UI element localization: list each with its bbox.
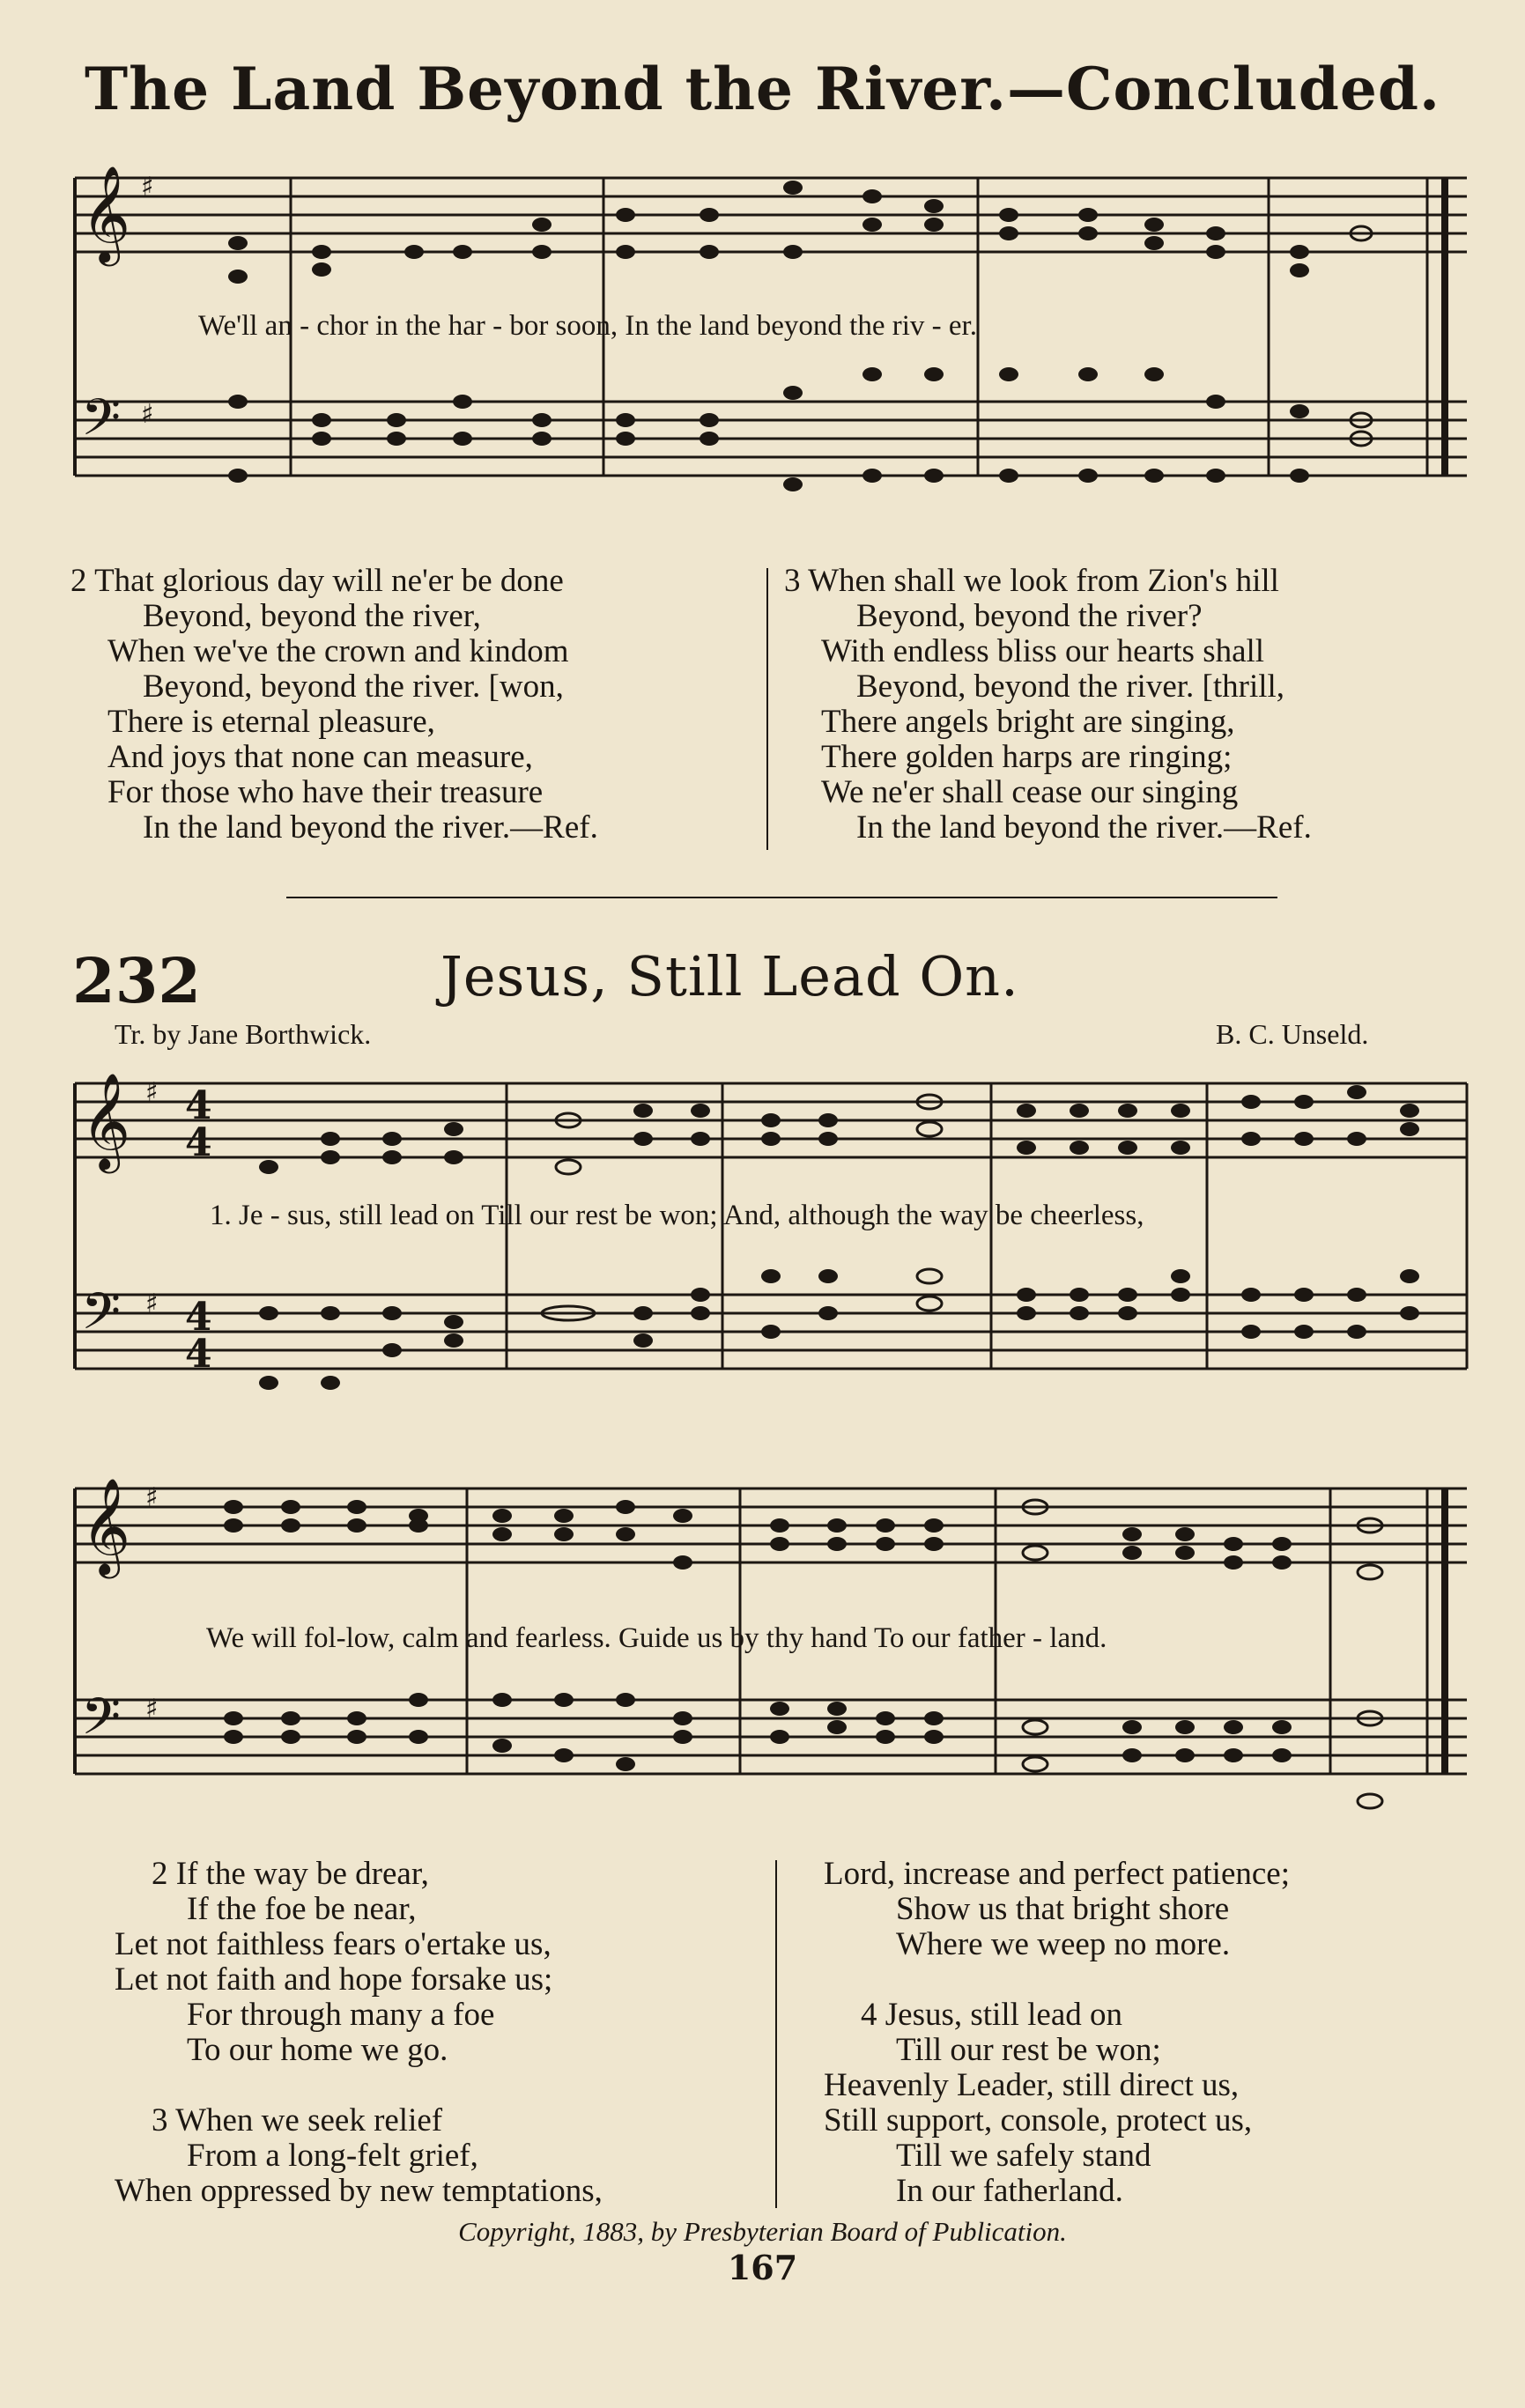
verse-line: When we've the crown and kindom xyxy=(107,633,569,669)
verse-line: 3 When we seek relief xyxy=(152,2102,443,2138)
hymn-232-lyric-line-1: 1. Je - sus, still lead on Till our rest be won; And, although the way be cheerless, xyxy=(210,1200,1144,1231)
verse-line: If the foe be near, xyxy=(187,1891,417,1927)
verse-line: Beyond, beyond the river? xyxy=(856,598,1203,634)
svg-text:♯: ♯ xyxy=(141,172,154,203)
svg-text:4: 4 xyxy=(185,1120,212,1165)
svg-text:♯: ♯ xyxy=(141,399,154,430)
svg-text:𝄞: 𝄞 xyxy=(81,166,131,262)
hymn-232-verse-2 xyxy=(115,1857,552,2068)
page-number: 167 xyxy=(727,2248,798,2287)
column-divider xyxy=(766,568,768,850)
verse-line: 2 That glorious day will ne'er be done xyxy=(70,563,564,599)
svg-text:4: 4 xyxy=(185,1083,212,1128)
hymn-232-verse-4 xyxy=(824,1998,1252,2209)
hymn-232-verse-3 xyxy=(115,2103,603,2209)
hymn-231-verse-2 xyxy=(70,564,598,846)
hymn-232-title: Jesus, Still Lead On. xyxy=(440,944,1019,1008)
verse-line: Lord, increase and perfect patience; xyxy=(824,1856,1291,1892)
verse-line: There golden harps are ringing; xyxy=(821,739,1233,775)
verse-line: 4 Jesus, still lead on xyxy=(861,1997,1123,2033)
column-divider xyxy=(775,1860,777,2208)
verse-line: In our fatherland. xyxy=(896,2173,1123,2209)
verse-line: Till our rest be won; xyxy=(896,2032,1161,2068)
verse-line: Beyond, beyond the river. [thrill, xyxy=(856,668,1285,705)
verse-line: In the land beyond the river.—Ref. xyxy=(856,809,1312,846)
verse-line: Show us that bright shore xyxy=(896,1891,1230,1927)
verse-line: There is eternal pleasure, xyxy=(107,704,435,740)
verse-line: Beyond, beyond the river. [won, xyxy=(143,668,564,705)
verse-line: Heavenly Leader, still direct us, xyxy=(824,2067,1240,2103)
svg-text:4: 4 xyxy=(185,1295,212,1340)
verse-line: From a long-felt grief, xyxy=(187,2138,478,2174)
svg-text:4: 4 xyxy=(185,1332,212,1377)
hymn-232-verse-3-continued xyxy=(824,1857,1290,1962)
hymn-231-refrain-lyric: We'll an - chor in the har - bor soon, In the land beyond the riv - er. xyxy=(198,310,977,342)
hymn-231-verse-3 xyxy=(784,564,1312,846)
verse-line: When oppressed by new temptations, xyxy=(115,2173,603,2209)
svg-text:𝄞: 𝄞 xyxy=(81,1073,131,1170)
svg-text:𝄢: 𝄢 xyxy=(81,1687,122,1759)
verse-line: And joys that none can measure, xyxy=(107,739,533,775)
hymn-232-lyric-line-2: We will fol-low, calm and fearless. Guide us by thy hand To our father - land. xyxy=(206,1622,1107,1654)
translator-credit: Tr. by Jane Borthwick. xyxy=(115,1018,372,1050)
verse-line: In the land beyond the river.—Ref. xyxy=(143,809,598,846)
svg-text:𝄢: 𝄢 xyxy=(81,1282,122,1354)
verse-line: For those who have their treasure xyxy=(107,774,544,810)
verse-line: 3 When shall we look from Zion's hill xyxy=(784,563,1279,599)
composer-credit: B. C. Unseld. xyxy=(1216,1018,1369,1050)
verse-line: With endless bliss our hearts shall xyxy=(821,633,1265,669)
svg-text:𝄞: 𝄞 xyxy=(81,1478,131,1575)
verse-line: For through many a foe xyxy=(187,1997,495,2033)
verse-line: There angels bright are singing, xyxy=(821,704,1235,740)
svg-text:♯: ♯ xyxy=(145,1077,159,1108)
verse-line: Beyond, beyond the river, xyxy=(143,598,481,634)
verse-line: 2 If the way be drear, xyxy=(152,1856,429,1892)
hymn-231-title: The Land Beyond the River.—Concluded. xyxy=(84,55,1441,123)
svg-text:♯: ♯ xyxy=(145,1482,159,1513)
section-divider xyxy=(286,897,1277,898)
svg-text:♯: ♯ xyxy=(145,1694,159,1725)
svg-text:♯: ♯ xyxy=(145,1289,159,1319)
copyright-notice: Copyright, 1883, by Presbyterian Board of Publication. xyxy=(458,2216,1067,2247)
verse-line: We ne'er shall cease our singing xyxy=(821,774,1239,810)
music-system-232-line1 xyxy=(0,1057,1525,1444)
verse-line: To our home we go. xyxy=(187,2032,448,2068)
verse-line: Where we weep no more. xyxy=(896,1926,1231,1962)
verse-line: Let not faith and hope forsake us; xyxy=(115,1961,553,1998)
svg-text:𝄢: 𝄢 xyxy=(81,388,122,460)
verse-line: Till we safely stand xyxy=(896,2138,1151,2174)
verse-line: Let not faithless fears o'ertake us, xyxy=(115,1926,552,1962)
hymn-number: 232 xyxy=(72,944,202,1017)
music-system-232-line2 xyxy=(0,1462,1525,1850)
verse-line: Still support, console, protect us, xyxy=(824,2102,1253,2138)
